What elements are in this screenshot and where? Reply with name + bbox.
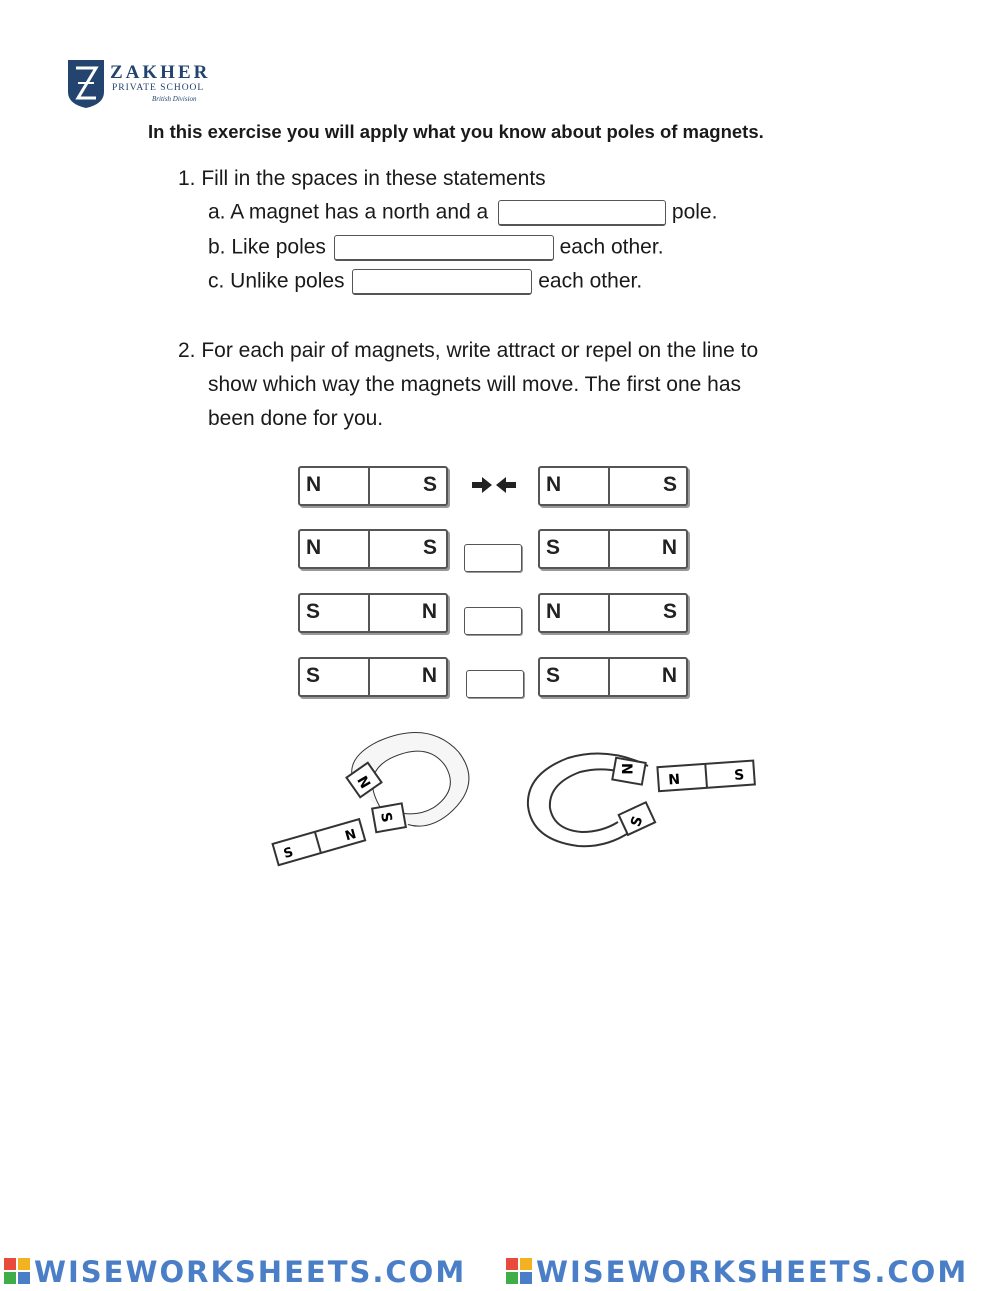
q1-title: 1. Fill in the spaces in these statements — [178, 167, 546, 190]
q1c-row — [208, 269, 642, 295]
q1c-suffix: each other. — [538, 269, 643, 293]
school-subtitle: PRIVATE SCHOOL — [112, 83, 205, 93]
horseshoe-1-bar-right-pole: N — [343, 826, 359, 845]
pole-label: S — [546, 536, 561, 559]
horseshoe-1-top-pole: N — [353, 773, 374, 792]
pole-label: S — [662, 473, 677, 496]
bar-magnet-left-1 — [298, 466, 448, 506]
q1b-answer-input[interactable] — [334, 235, 554, 261]
bar-magnet-left-3 — [298, 593, 448, 633]
horseshoe-2-bottom-pole: S — [627, 814, 647, 829]
q1c-answer-input[interactable] — [352, 269, 532, 295]
pole-label: N — [421, 664, 437, 687]
bar-magnet-left-2 — [298, 529, 448, 569]
q1b-row — [208, 235, 664, 261]
school-name: ZAKHER — [110, 62, 211, 83]
horseshoe-1-bottom-pole: S — [377, 811, 395, 824]
footer-watermark-text: WISEWORKSHEETS.COM — [34, 1255, 467, 1289]
bar-magnet-right-3 — [538, 593, 688, 633]
pair-2-answer-input[interactable] — [464, 544, 522, 572]
q1a-suffix: pole. — [671, 200, 718, 224]
horseshoe-magnet-1 — [273, 733, 469, 865]
school-tagline: British Division — [152, 95, 197, 103]
footer-watermark-text: WISEWORKSHEETS.COM — [536, 1255, 969, 1289]
pole-label: S — [306, 600, 321, 623]
pole-label: N — [546, 600, 562, 623]
pair-4-answer-input[interactable] — [466, 670, 524, 698]
q1b-suffix: each other. — [559, 235, 664, 259]
horseshoe-2-bar-right-pole: S — [733, 767, 745, 784]
pole-label: S — [662, 600, 677, 623]
q1a-row — [208, 200, 717, 226]
pole-label: N — [306, 536, 322, 559]
q2-line-3: been done for you. — [208, 407, 384, 430]
pole-label: N — [306, 473, 322, 496]
bar-magnet-right-1 — [538, 466, 688, 506]
q2-line-2: show which way the magnets will move. The first one has — [208, 373, 742, 396]
pole-label: S — [422, 473, 437, 496]
horseshoe-1-bar-left-pole: S — [281, 844, 296, 862]
horseshoe-magnets-illustration — [268, 722, 768, 872]
wiseworksheets-logo-icon — [4, 1258, 30, 1284]
footer-watermark — [0, 1252, 1000, 1291]
q1c-prefix: c. Unlike poles — [208, 269, 345, 293]
horseshoe-2-top-pole: N — [618, 763, 634, 775]
pole-label: N — [661, 664, 677, 687]
q1a-prefix: a. A magnet has a north and a — [208, 200, 489, 224]
pole-label: S — [306, 664, 321, 687]
pole-label: N — [661, 536, 677, 559]
pair-3-answer-input[interactable] — [464, 607, 522, 635]
pole-label: N — [546, 473, 562, 496]
attract-arrows-icon — [470, 474, 518, 496]
exercise-intro: In this exercise you will apply what you know about poles of magnets. — [148, 121, 764, 142]
q2-line-1: 2. For each pair of magnets, write attract or repel on the line to — [178, 339, 759, 362]
q1b-prefix: b. Like poles — [208, 235, 326, 259]
pole-label: S — [422, 536, 437, 559]
bar-magnet-right-4 — [538, 657, 688, 697]
q1a-answer-input[interactable] — [498, 200, 666, 226]
bar-magnet-left-4 — [298, 657, 448, 697]
wiseworksheets-logo-icon — [506, 1258, 532, 1284]
school-shield-logo — [66, 58, 106, 110]
bar-magnet-right-2 — [538, 529, 688, 569]
horseshoe-magnet-2 — [528, 754, 755, 847]
pole-label: S — [546, 664, 561, 687]
horseshoe-2-bar-left-pole: N — [667, 771, 681, 789]
pole-label: N — [421, 600, 437, 623]
